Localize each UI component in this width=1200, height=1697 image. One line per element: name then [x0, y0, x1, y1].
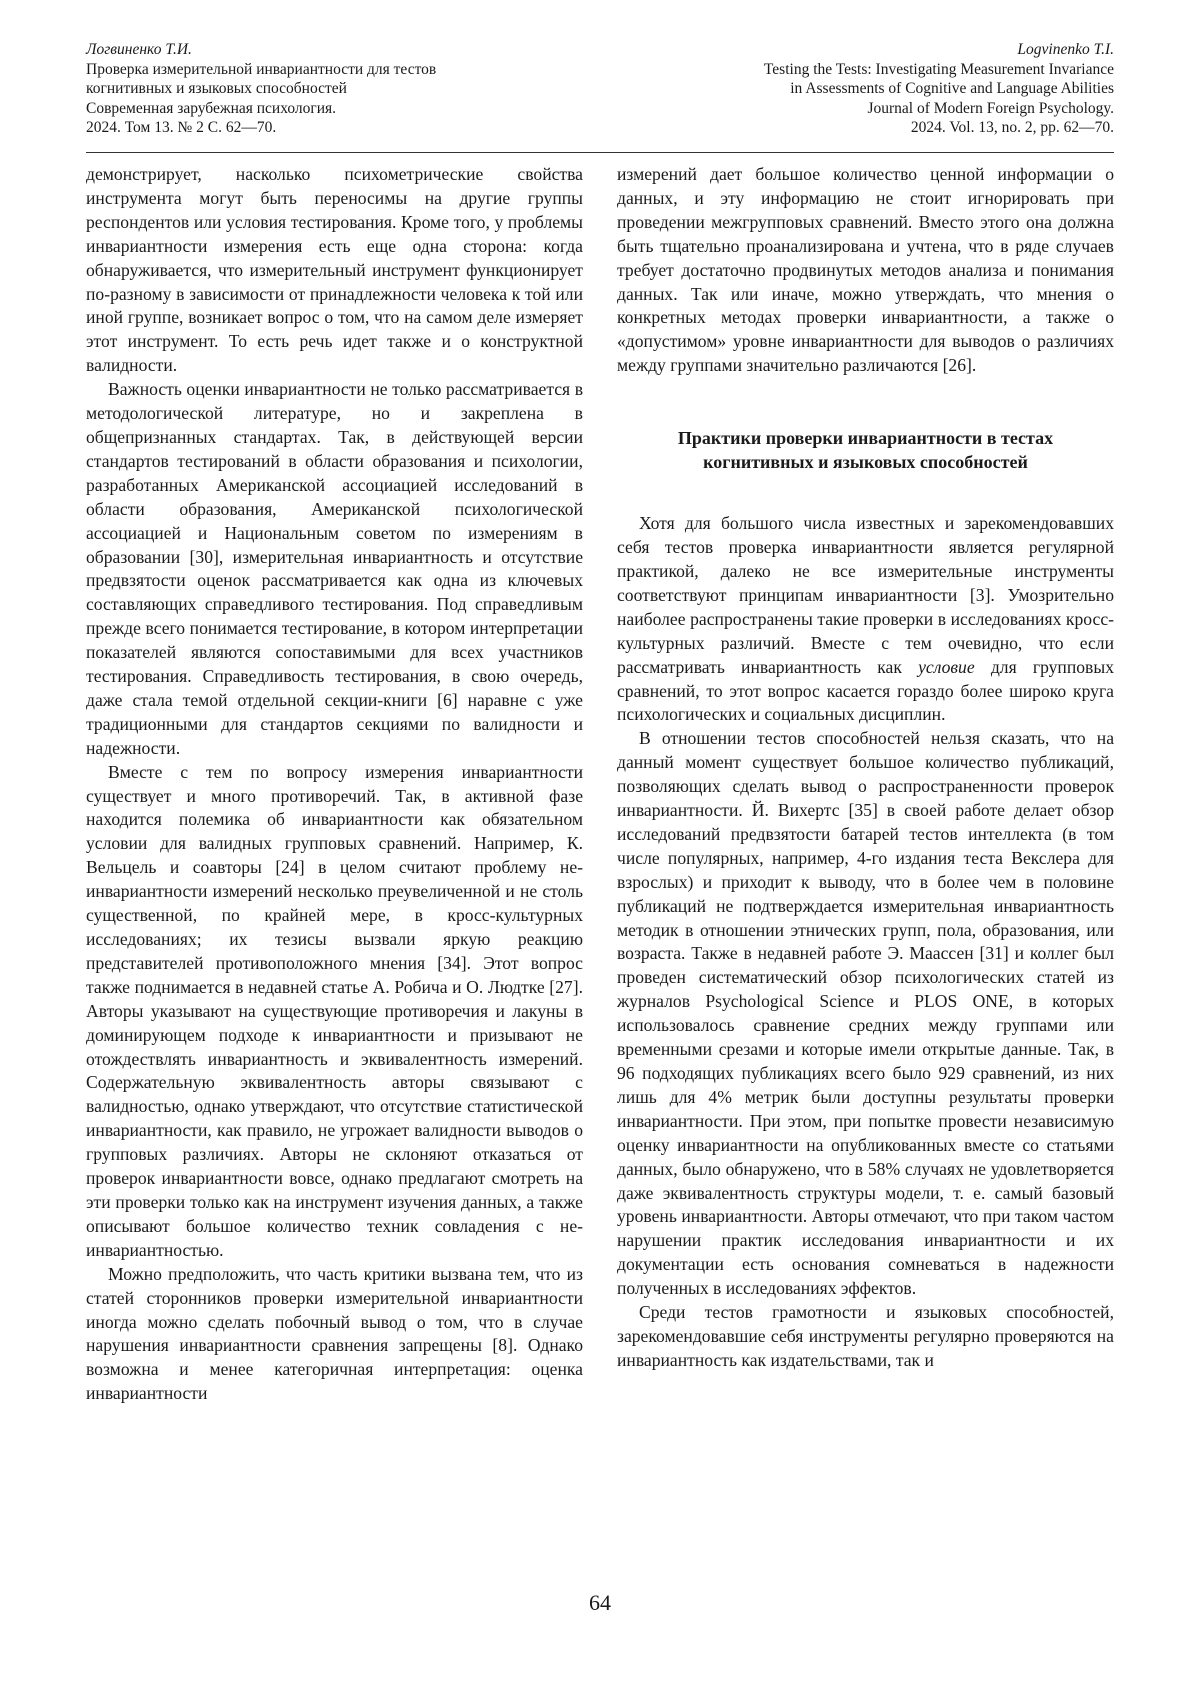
section-heading-line2: когнитивных и языковых способностей [703, 452, 1028, 473]
header-title-en-line1: Testing the Tests: Investigating Measurement Invariance [763, 60, 1114, 78]
section-heading [617, 426, 1114, 474]
header-title-ru-line1: Проверка измерительной инвариантности для тестов [86, 60, 437, 78]
left-column [86, 163, 583, 1573]
header-title-en-line2: in Assessments of Cognitive and Language Abilities [790, 80, 1114, 97]
header-journal-ru: Современная зарубежная психология. [86, 99, 337, 117]
paragraph: В отношении тестов способностей нельзя сказать, что на данный момент существует большое количество публикаций, позволяющих сделать вывод о распространенности проверок инвариантности. Й. Вихертс [35] в своей работе делает обзор исследований предвзятости батарей тестов интеллекта (в том числе популярных, например, 4-го издания теста Векслера для взрослых) и приходит к выводу, что в более чем в половине публикаций не подтверждается измерительная инвариантность методик в отношении этнических групп, пола, образования, или возраста. Также в недавней работе Э. Маассен [31] и коллег был проведен систематический обзор психологических статей из журналов Psychological Science и PLOS ONE, в которых использовалось сравнение средних между группами или временными срезами и которые имели открытые данные. Так, в 96 подходящих публикациях всего было 929 сравнений, из них лишь для 4% метрик были доступны результаты проверки инвариантности. При этом, при попытке провести независимую оценку инвариантности на опубликованных вместе со статьями данных, было обнаружено, что в 58% случаях не удовлетворяется даже эквивалентность структуры модели, т. е. самый базовый уровень инвариантности. Авторы отмечают, что при таком частом нарушении практик исследования инвариантности и их документации есть основания сомневаться в надежности полученных в исследованиях эффектов. [617, 728, 1114, 1299]
section-heading-line1: Практики проверки инвариантности в тестах [677, 428, 1054, 449]
paragraph [617, 512, 1114, 727]
header-author-en: Logvinenko T.I. [1017, 41, 1114, 58]
body-columns [86, 163, 1114, 1573]
paragraph: Важность оценки инвариантности не только рассматривается в методологической литературе, но и закреплена в общепризнанных стандартах. Так, в действующей версии стандартов тестирований в области образования и психологии, разработанных Американской ассоциацией исследований в области образования, Американской психологической ассоциацией и Национальным советом по измерениям в образовании [30], измерительная инвариантность и отсутствие предвзятости оценок рассматривается как одна из ключевых составляющих справедливого тестирования. Под справедливым прежде всего понимается тестирование, в котором интерпретации показателей являются сопоставимыми для всех участников тестирования. Справедливость тестирования, в свою очередь, даже стала темой отдельной секции-книги [6] наравне с уже традиционными для стандартов секциями по валидности и надежности. [86, 379, 583, 758]
paragraph: Вместе с тем по вопросу измерения инвариантности существует и много противоречий. Так, в активной фазе находится полемика об инвариантности как обязательном условии для валидных групповых сравнений. Например, К. Вельцель и соавторы [24] в целом считают проблему не-инвариантности измерений несколько преувеличенной и не столь существенной, по крайней мере, в кросс-культурных исследованиях; их тезисы вызвали яркую реакцию представителей противоположного мнения [34]. Этот вопрос также поднимается в недавней статье А. Робича и О. Людтке [27]. Авторы указывают на существующие противоречия и лакуны в доминирующем подходе к инвариантности и призывают не отождествлять инвариантность и эквивалентность измерений. Содержательную эквивалентность авторы связывают с валидностью, однако утверждают, что отсутствие статистической инвариантности, как правило, не угрожает валидности выводов о групповых различиях. Авторы не склоняют отказаться от проверок инвариантности вовсе, однако предлагают смотреть на эти проверки только как на инструмент изучения данных, а также описывают большое количество техник совладения с не-инвариантностью. [86, 761, 583, 1260]
header-right [764, 40, 1114, 138]
emphasis-text: условие [918, 656, 975, 677]
header-left [86, 40, 436, 138]
page-number: 64 [589, 1590, 611, 1615]
paragraph: измерений дает большое количество ценной информации о данных, и эту информацию не стоит игнорировать при проведении межгрупповых сравнений. Вместо этого она должна быть тщательно проанализирована и учтена, что в ряде случаев требует достаточно продвинутых методов анализа и понимания данных. Так или иначе, можно утверждать, что мнения о конкретных методах проверки инвариантности, а также о «допустимом» уровне инвариантности для выводов о различиях между группами значительно различаются [26]. [617, 164, 1114, 376]
paragraph: Среди тестов грамотности и языковых способностей, зарекомендовавшие себя инструменты регулярно проверяются на инвариантность как издательствами, так и [617, 1302, 1114, 1370]
paragraph-text: Хотя для большого числа известных и зарекомендовавших себя тестов проверка инвариантности является регулярной практикой, далеко не все измерительные инструменты соответствуют принципам инвариантности [3]. Умозрительно наиболее распространены такие проверки в исследованиях кросс-культурных различий. Вместе с тем очевидно, что если рассматривать инвариантность как [617, 513, 1114, 677]
paragraph: Можно предположить, что часть критики вызвана тем, что из статей сторонников проверки измерительной инвариантности иногда можно сделать побочный вывод о том, что в случае нарушения инвариантности сравнения запрещены [8]. Однако возможна и менее категоричная интерпретация: оценка инвариантности [86, 1263, 583, 1404]
paragraph-text: для групповых сравнений, то этот вопрос касается гораздо более широко круга психологических и социальных дисциплин. [617, 656, 1114, 725]
header-issue-ru: 2024. Том 13. № 2 С. 62—70. [86, 119, 277, 136]
header-divider [86, 152, 1114, 153]
running-header [86, 40, 1114, 138]
header-journal-en: Journal of Modern Foreign Psychology. [867, 99, 1114, 117]
paragraph: демонстрирует, насколько психометрические свойства инструмента могут быть переносимы на другие группы респондентов или условия тестирования. Кроме того, у проблемы инвариантности измерения есть еще одна сторона: когда обнаруживается, что измерительный инструмент функционирует по-разному в зависимости от принадлежности человека к той или иной группе, возникает вопрос о том, что на самом деле измеряет этот инструмент. То есть речь идет также и о конструктной валидности. [86, 164, 583, 376]
header-issue-en: 2024. Vol. 13, no. 2, pp. 62—70. [910, 119, 1114, 136]
header-title-ru-line2: когнитивных и языковых способностей [86, 80, 347, 97]
right-column [617, 163, 1114, 1573]
header-author-ru: Логвиненко Т.И. [86, 41, 192, 58]
